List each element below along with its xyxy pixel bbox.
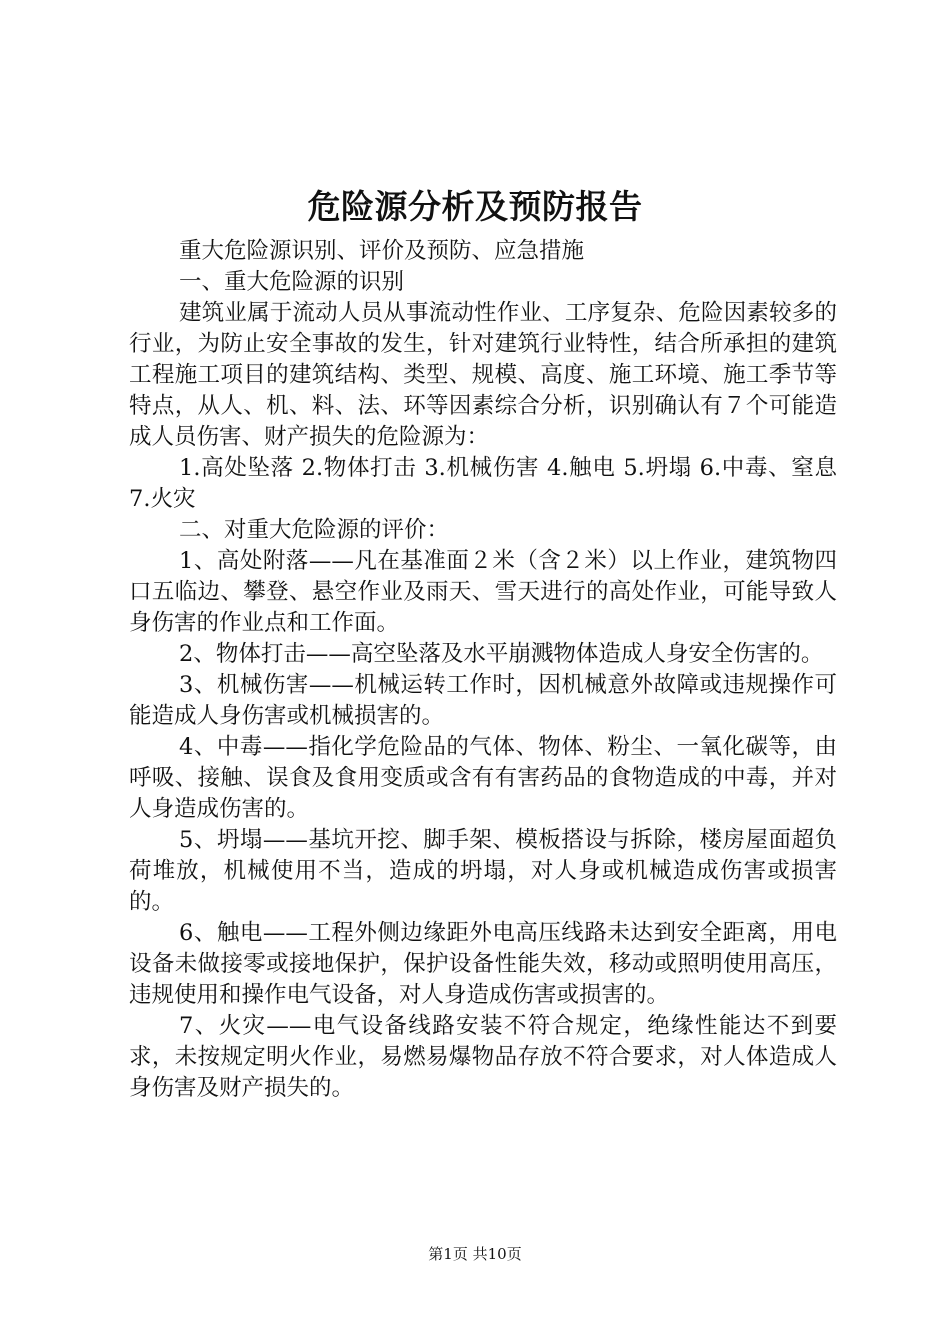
hazard-item: 2、物体打击——高空坠落及水平崩溅物体造成人身安全伤害的。 xyxy=(179,641,824,667)
document-body xyxy=(129,236,837,1104)
page-number: 第1页 共10页 xyxy=(428,1245,522,1263)
hazard-item: 1、高处附落——凡在基准面２米（含２米）以上作业，建筑物四口五临边、攀登、悬空作业及雨天、雪天进行的高处作业，可能导致人身伤害的作业点和工作面。 xyxy=(129,548,837,636)
subsection-heading: 一、重大危险源的识别 xyxy=(179,269,405,295)
paragraph: 建筑业属于流动人员从事流动性作业、工序复杂、危险因素较多的行业，为防止安全事故的发生，针对建筑行业特性，结合所承担的建筑工程施工项目的建筑结构、类型、规模、高度、施工环境、施工季节等特点，从人、机、料、法、环等因素综合分析，识别确认有７个可能造成人员伤害、财产损失的危险源为： xyxy=(129,300,837,450)
hazard-item: 6、触电——工程外侧边缘距外电高压线路未达到安全距离，用电设备未做接零或接地保护，保护设备性能失效，移动或照明使用高压，违规使用和操作电气设备，对人身造成伤害或损害的。 xyxy=(129,920,837,1008)
subsection-heading: 二、对重大危险源的评价： xyxy=(179,517,450,543)
hazard-item: 4、中毒——指化学危险品的气体、物体、粉尘、一氧化碳等，由呼吸、接触、误食及食用变质或含有有害药品的食物造成的中毒，并对人身造成伤害的。 xyxy=(129,734,837,822)
hazard-item: 3、机械伤害——机械运转工作时，因机械意外故障或违规操作可能造成人身伤害或机械损害的。 xyxy=(129,672,837,729)
hazard-item: 5、坍塌——基坑开挖、脚手架、模板搭设与拆除，楼房屋面超负荷堆放，机械使用不当，造成的坍塌，对人身或机械造成伤害或损害的。 xyxy=(129,827,837,915)
section-heading: 重大危险源识别、评价及预防、应急措施 xyxy=(179,238,585,264)
document-title: 危险源分析及预防报告 xyxy=(307,187,643,226)
hazard-item: 7、火灾——电气设备线路安装不符合规定，绝缘性能达不到要求，未按规定明火作业，易燃易爆物品存放不符合要求，对人体造成人身伤害及财产损失的。 xyxy=(129,1013,837,1101)
hazard-list: 1.高处坠落 2.物体打击 3.机械伤害 4.触电 5.坍塌 6.中毒、窒息 7.火灾 xyxy=(129,455,837,512)
